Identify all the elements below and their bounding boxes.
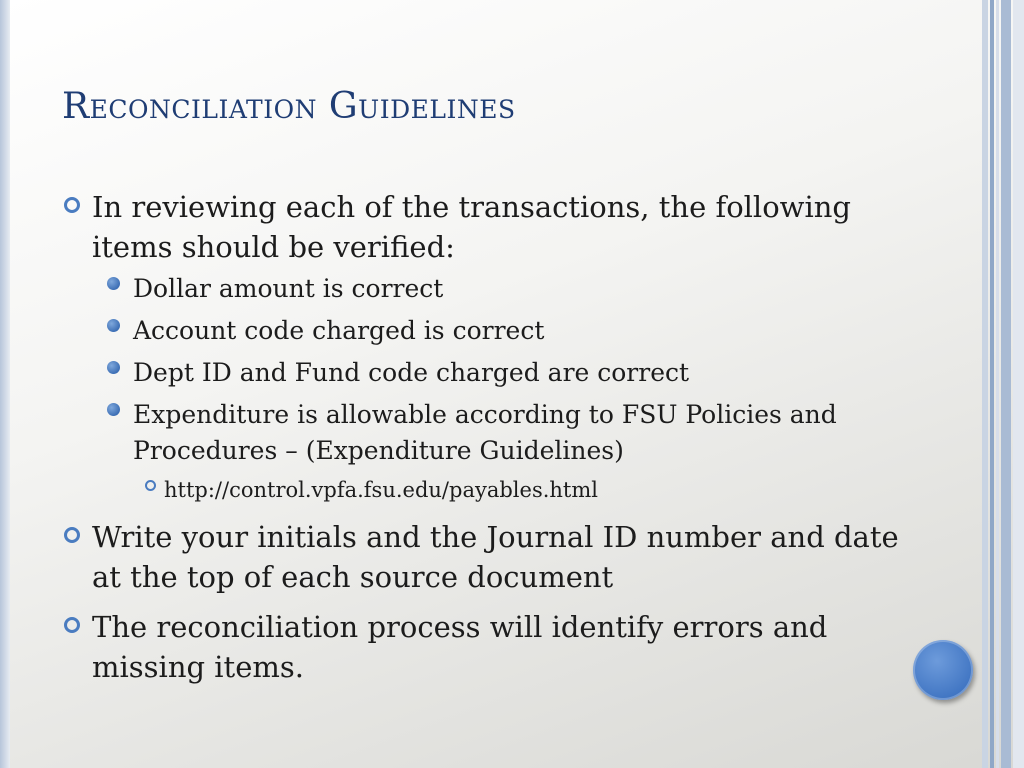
right-rail-stripe — [990, 0, 994, 768]
sub-bullet-text: Dollar amount is correct — [133, 274, 444, 303]
bullet-item — [60, 607, 900, 687]
right-rail-stripe — [1001, 0, 1011, 768]
sub-bullet-text: Expenditure is allowable according to FSU Policies and Procedures – (Expenditure Guidelines) — [133, 400, 837, 465]
sub-bullet-text: Dept ID and Fund code charged are correct — [133, 358, 690, 387]
filled-circle-bullet-icon — [107, 277, 120, 290]
filled-circle-bullet-icon — [107, 319, 120, 332]
slide-body — [60, 187, 900, 697]
hollow-circle-bullet-icon — [64, 197, 80, 213]
right-rail-stripe — [982, 0, 988, 768]
sub-bullet-item — [92, 397, 900, 469]
sub-bullet-item — [92, 313, 900, 349]
small-hollow-circle-bullet-icon — [145, 480, 156, 491]
bullet-text: Write your initials and the Journal ID number and date at the top of each source document — [92, 520, 899, 594]
filled-circle-bullet-icon — [107, 403, 120, 416]
right-rail-stripe — [1013, 0, 1024, 768]
left-edge-decoration — [0, 0, 10, 768]
filled-circle-bullet-icon — [107, 361, 120, 374]
slide-title: Reconciliation Guidelines — [62, 86, 516, 127]
sub-bullet-text: Account code charged is correct — [133, 316, 545, 345]
url-text: http://control.vpfa.fsu.edu/payables.html — [164, 478, 598, 502]
bullet-item — [60, 187, 900, 505]
bullet-item — [60, 517, 900, 597]
right-rail-stripe — [996, 0, 999, 768]
hollow-circle-bullet-icon — [64, 617, 80, 633]
bullet-text: The reconciliation process will identify errors and missing items. — [92, 610, 828, 684]
blue-circle-decoration — [913, 640, 973, 700]
hollow-circle-bullet-icon — [64, 527, 80, 543]
bullet-text: In reviewing each of the transactions, the following items should be verified: — [92, 190, 851, 264]
sub-sub-bullet-item — [92, 475, 900, 505]
sub-bullet-list — [92, 271, 900, 505]
sub-bullet-item — [92, 355, 900, 391]
sub-bullet-item — [92, 271, 900, 307]
